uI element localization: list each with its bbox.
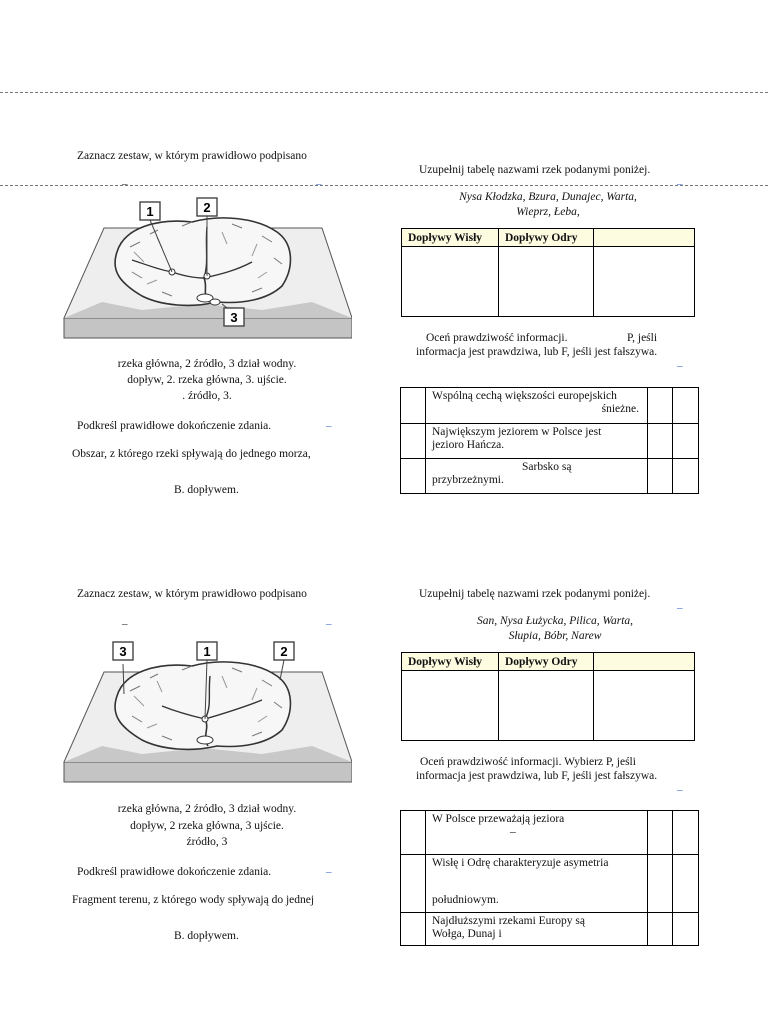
- question-4-prompt: Oceń prawdziwość informacji. Wybierz P, jeśli: [420, 756, 636, 768]
- rivers-table: [401, 652, 695, 741]
- answer-p-cell[interactable]: [648, 388, 673, 424]
- river-basin-diagram-bottom: [62, 636, 352, 796]
- true-false-table: [400, 810, 699, 946]
- answer-f-cell[interactable]: [673, 811, 699, 855]
- question-2-sentence: Fragment terenu, z którego wody spływają do jednej: [72, 894, 315, 906]
- option-a: rzeka główna, 2 źródło, 3 dział wodny.: [117, 358, 297, 370]
- question-1-prompt: Zaznacz zestaw, w którym prawidłowo podpisano: [77, 588, 307, 600]
- option-b: dopływ, 2 rzeka główna, 3 ujście.: [130, 820, 284, 832]
- question-4-prompt: Oceń prawdziwość informacji.: [426, 332, 568, 344]
- river-basin-diagram-top: [62, 192, 352, 352]
- answer-dash-blue: –: [677, 784, 683, 796]
- diagram-label-2: 2: [203, 200, 211, 215]
- table-header-empty: [594, 653, 695, 671]
- answer-p-cell[interactable]: [648, 913, 673, 946]
- row-number-cell: [401, 855, 426, 913]
- answer-p-cell[interactable]: [648, 811, 673, 855]
- answer-dash: –: [122, 178, 128, 190]
- question-3-prompt: Uzupełnij tabelę nazwami rzek podanymi poniżej.: [419, 588, 651, 600]
- river-list-line-1: San, Nysa Łużycka, Pilica, Warta,: [476, 615, 634, 627]
- statement-2: Wisłę i Odrę charakteryzuje asymetria południowym.: [426, 855, 648, 913]
- table-header-empty: [594, 229, 695, 247]
- answer-dash-blue: –: [677, 360, 683, 372]
- answer-p-cell[interactable]: [648, 855, 673, 913]
- question-4-instruction: informacja jest prawdziwa, lub F, jeśli jest fałszywa.: [416, 346, 658, 358]
- rivers-table: [401, 228, 695, 317]
- section-divider-second: [0, 185, 768, 186]
- row-number-cell: [401, 913, 426, 946]
- true-false-table: [400, 387, 699, 494]
- table-cell-empty[interactable]: [594, 247, 695, 317]
- answer-f-cell[interactable]: [673, 913, 699, 946]
- diagram-label-3: 3: [119, 644, 127, 659]
- table-cell-odra[interactable]: [499, 671, 594, 741]
- answer-p-cell[interactable]: [648, 424, 673, 459]
- option-c: . źródło, 3.: [182, 390, 232, 402]
- statement-3: Sarbsko są przybrzeżnymi.: [426, 459, 648, 494]
- table-cell-wisla[interactable]: [402, 671, 499, 741]
- answer-f-cell[interactable]: [673, 424, 699, 459]
- option-b: dopływ, 2. rzeka główna, 3. ujście.: [127, 374, 287, 386]
- table-cell-empty[interactable]: [594, 671, 695, 741]
- answer-dash-blue: –: [677, 178, 683, 190]
- question-2-answer: B. dopływem.: [174, 930, 239, 942]
- question-2-prompt: Podkreśl prawidłowe dokończenie zdania.: [77, 420, 272, 432]
- statement-1: W Polsce przeważają jeziora –: [426, 811, 648, 855]
- table-header-wisla: Dopływy Wisły: [402, 653, 499, 671]
- statement-2: Największym jeziorem w Polsce jest jezioro Hańcza.: [426, 424, 648, 459]
- diagram-label-2: 2: [280, 644, 288, 659]
- table-header-odra: Dopływy Odry: [499, 653, 594, 671]
- question-2-prompt: Podkreśl prawidłowe dokończenie zdania.: [77, 866, 272, 878]
- question-4-prompt-cont: P, jeśli: [627, 332, 658, 344]
- row-number-cell: [401, 811, 426, 855]
- question-3-prompt: Uzupełnij tabelę nazwami rzek podanymi poniżej.: [419, 164, 651, 176]
- river-list-line-2: Słupia, Bóbr, Narew: [508, 630, 602, 642]
- answer-dash: –: [122, 618, 128, 630]
- diagram-label-3: 3: [230, 310, 238, 325]
- question-2-answer: B. dopływem.: [174, 484, 239, 496]
- statement-1: Wspólną cechą większości europejskich śnieżne.: [426, 388, 648, 424]
- table-cell-odra[interactable]: [499, 247, 594, 317]
- table-header-wisla: Dopływy Wisły: [402, 229, 499, 247]
- table-header-odra: Dopływy Odry: [499, 229, 594, 247]
- river-list-line-1: Nysa Kłodzka, Bzura, Dunajec, Warta,: [459, 191, 637, 203]
- answer-f-cell[interactable]: [673, 855, 699, 913]
- row-number-cell: [401, 424, 426, 459]
- answer-dash-blue: –: [326, 866, 332, 878]
- river-list-line-2: Wieprz, Łeba,: [516, 206, 580, 218]
- question-1-prompt: Zaznacz zestaw, w którym prawidłowo podpisano: [77, 150, 307, 162]
- row-number-cell: [401, 388, 426, 424]
- option-c: źródło, 3: [186, 836, 228, 848]
- answer-dash-blue: –: [316, 178, 322, 190]
- answer-p-cell[interactable]: [648, 459, 673, 494]
- answer-dash-blue: –: [326, 618, 332, 630]
- question-4-instruction: informacja jest prawdziwa, lub F, jeśli jest fałszywa.: [416, 770, 658, 782]
- statement-3: Najdłuższymi rzekami Europy są Wołga, Dunaj i: [426, 913, 648, 946]
- diagram-label-1: 1: [146, 204, 154, 219]
- option-a: rzeka główna, 2 źródło, 3 dział wodny.: [117, 803, 297, 815]
- answer-f-cell[interactable]: [673, 388, 699, 424]
- answer-dash-blue: –: [326, 420, 332, 432]
- table-cell-wisla[interactable]: [402, 247, 499, 317]
- row-number-cell: [401, 459, 426, 494]
- question-2-sentence: Obszar, z którego rzeki spływają do jednego morza,: [72, 448, 311, 460]
- answer-f-cell[interactable]: [673, 459, 699, 494]
- section-divider-top: [0, 92, 768, 93]
- answer-dash-blue: –: [677, 602, 683, 614]
- diagram-label-1: 1: [203, 644, 211, 659]
